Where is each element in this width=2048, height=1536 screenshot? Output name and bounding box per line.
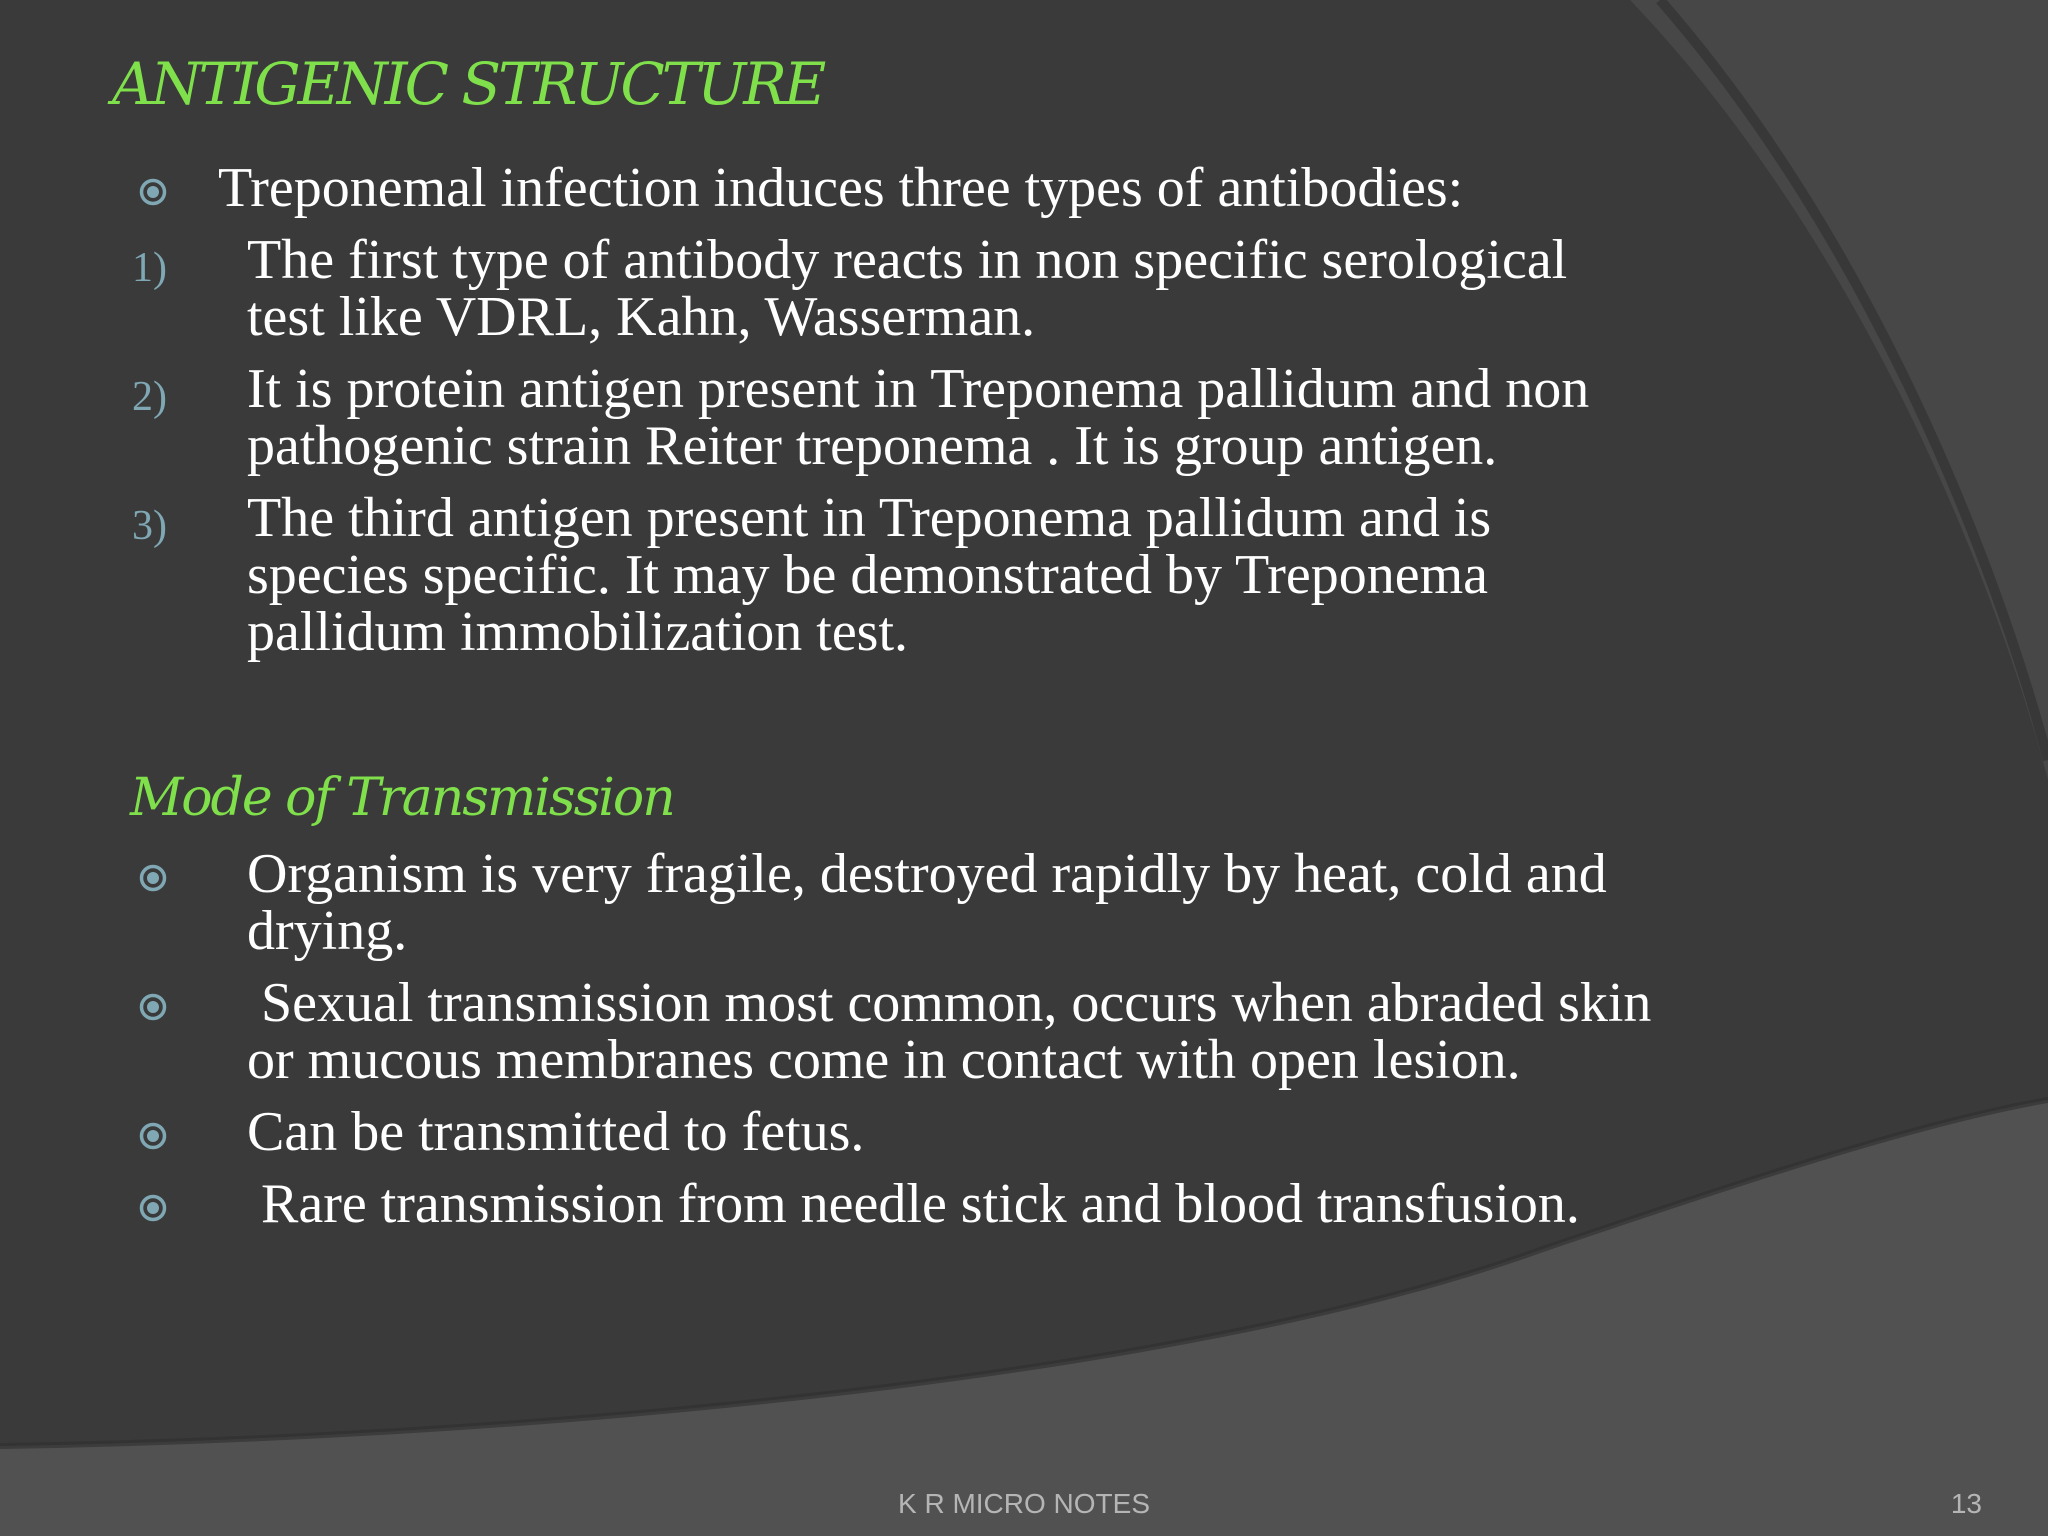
transmission-heading: Mode of Transmission — [130, 768, 674, 828]
circled-dot-bullet-icon — [139, 993, 167, 1021]
slide-title: ANTIGENIC STRUCTURE — [112, 50, 824, 118]
antigen-line: It is protein antigen present in Treponema pallidum and non — [247, 358, 1590, 420]
transmission-line: or mucous membranes come in contact with open lesion. — [247, 1029, 1521, 1091]
page-number: 13 — [1950, 1488, 1982, 1519]
antigen-line: species specific. It may be demonstrated by Treponema — [247, 544, 1488, 606]
antigen-line: The third antigen present in Treponema pallidum and is — [247, 487, 1492, 549]
circled-dot-bullet-icon — [139, 1122, 167, 1150]
antigen-line: The first type of antibody reacts in non specific serological — [247, 229, 1568, 291]
transmission-line: Rare transmission from needle stick and blood transfusion. — [247, 1173, 1580, 1235]
antigen-line: pallidum immobilization test. — [247, 601, 909, 663]
circled-dot-bullet-icon — [139, 1194, 167, 1222]
transmission-line: drying. — [247, 900, 408, 962]
antigen-line: test like VDRL, Kahn, Wasserman. — [247, 286, 1036, 348]
antigen-number: 2) — [132, 374, 167, 420]
circled-dot-bullet-icon — [139, 864, 167, 892]
intro-text: Treponemal infection induces three types of antibodies: — [218, 157, 1464, 219]
circled-dot-bullet-icon — [139, 178, 167, 206]
antigen-number: 3) — [132, 503, 167, 549]
transmission-line: Can be transmitted to fetus. — [247, 1101, 865, 1163]
transmission-line: Organism is very fragile, destroyed rapidly by heat, cold and — [247, 843, 1607, 905]
antigen-line: pathogenic strain Reiter treponema . It is group antigen. — [247, 415, 1498, 477]
antigen-number: 1) — [132, 245, 167, 291]
footer-text: K R MICRO NOTES — [897, 1488, 1150, 1519]
transmission-line: Sexual transmission most common, occurs when abraded skin — [247, 972, 1652, 1034]
